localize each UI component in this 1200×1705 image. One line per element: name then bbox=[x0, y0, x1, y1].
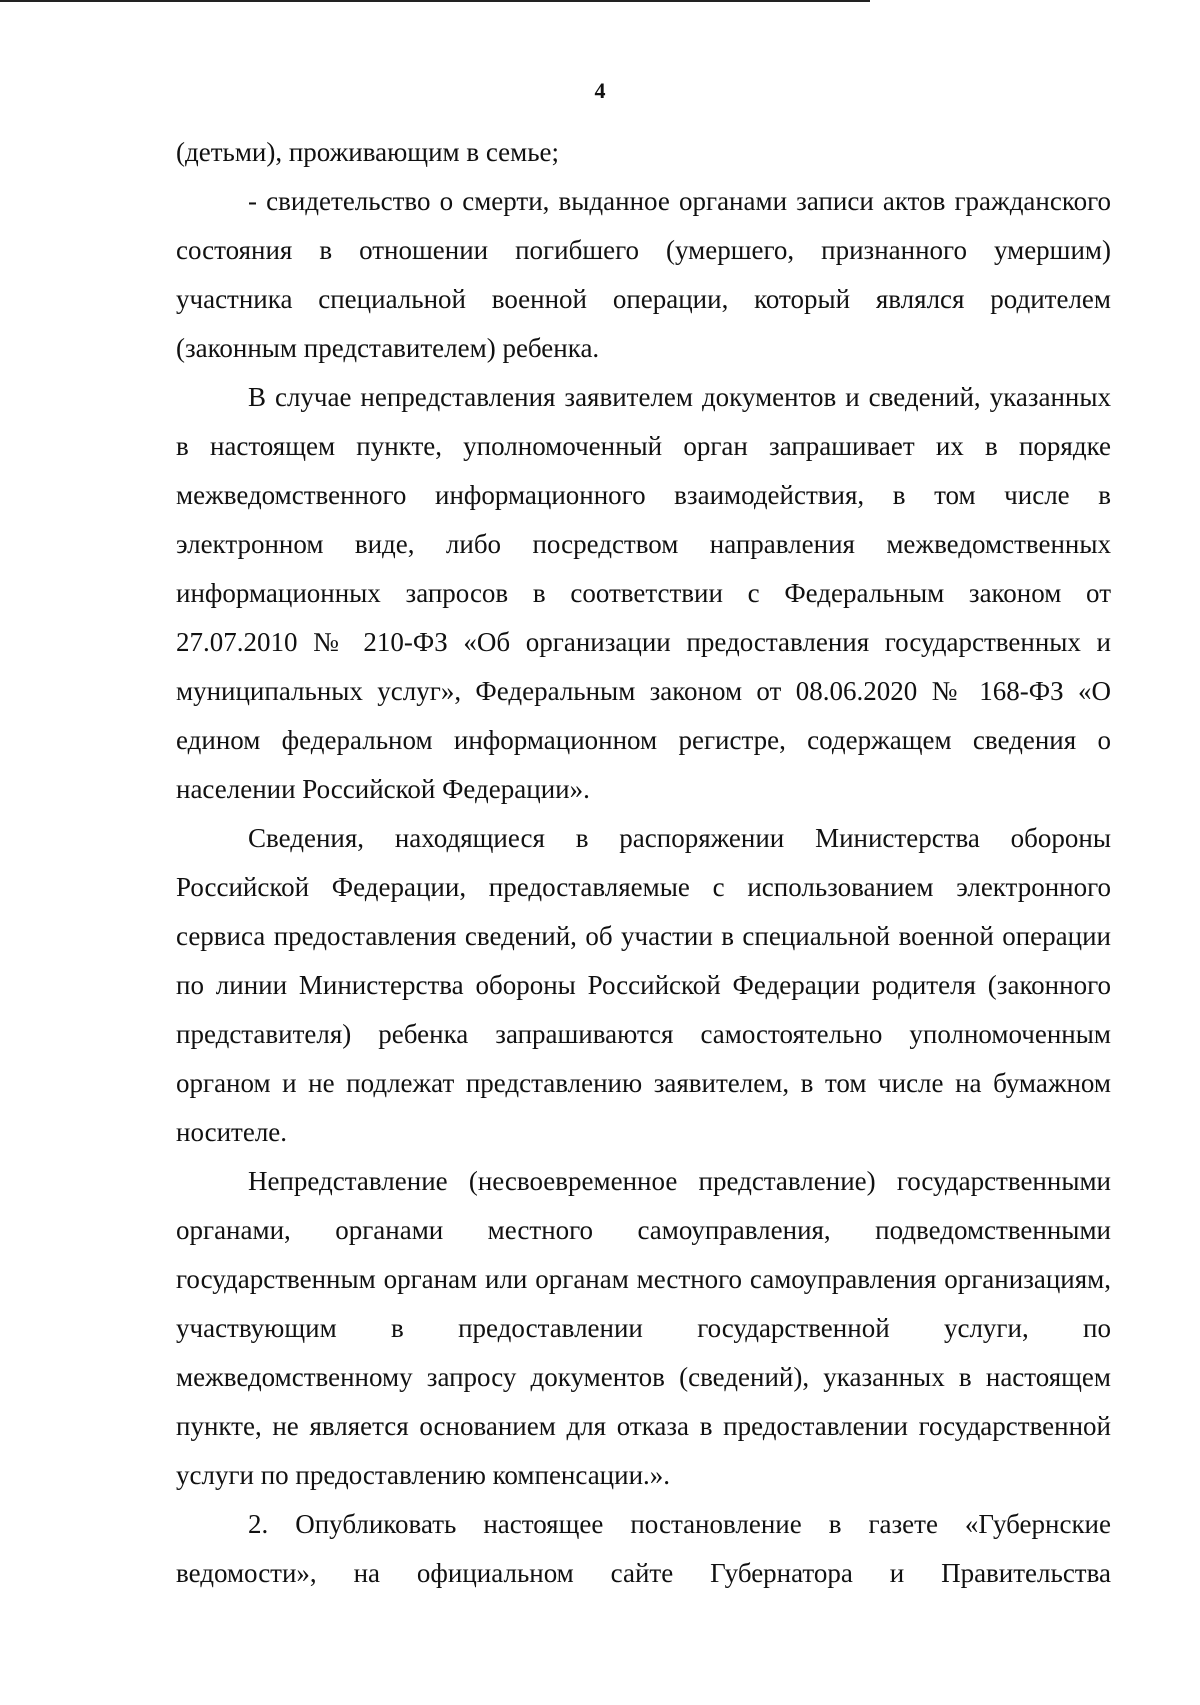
page-number: 4 bbox=[594, 78, 606, 103]
document-body bbox=[176, 128, 1111, 1598]
scan-edge-line bbox=[0, 0, 870, 2]
paragraph-6: 2. Опубликовать настоящее постановление в газете «Губернские ведомости», на официальном сайте Губернатора и Правительства bbox=[176, 1509, 1111, 1588]
paragraph-2: - свидетельство о смерти, выданное органами записи актов гражданского состояния в отношении погибшего (умершего, признанного умершим) участника специальной военной операции, который являлся родителем (законным представителем) ребенка. bbox=[176, 186, 1111, 363]
paragraph-5: Непредставление (несвоевременное представление) государственными органами, органами местного самоуправления, подведомственными государственным органам или органам местного самоуправления организациям, участвующим в предоставлении государственной услуги, по межведомственному запросу документов (сведений), указанных в настоящем пункте, не является основанием для отказа в предоставлении государственной услуги по предоставлению компенсации.». bbox=[176, 1166, 1111, 1490]
paragraph-1: (детьми), проживающим в семье; bbox=[176, 137, 560, 167]
paragraph-3: В случае непредставления заявителем документов и сведений, указанных в настоящем пункте, уполномоченный орган запрашивает их в порядке межведомственного информационного взаимодействия, в том числе в электронном виде, либо посредством направления межведомственных информационных запросов в соответствии с Федеральным законом от 27.07.2010 № 210-ФЗ «Об организации предоставления государственных и муниципальных услуг», Федеральным законом от 08.06.2020 № 168-ФЗ «О едином федеральном информационном регистре, содержащем сведения о населении Российской Федерации». bbox=[176, 382, 1111, 804]
paragraph-4: Сведения, находящиеся в распоряжении Министерства обороны Российской Федерации, предоставляемые с использованием электронного сервиса предоставления сведений, об участии в специальной военной операции по линии Министерства обороны Российской Федерации родителя (законного представителя) ребенка запрашиваются самостоятельно уполномоченным органом и не подлежат представлению заявителем, в том числе на бумажном носителе. bbox=[176, 823, 1111, 1147]
